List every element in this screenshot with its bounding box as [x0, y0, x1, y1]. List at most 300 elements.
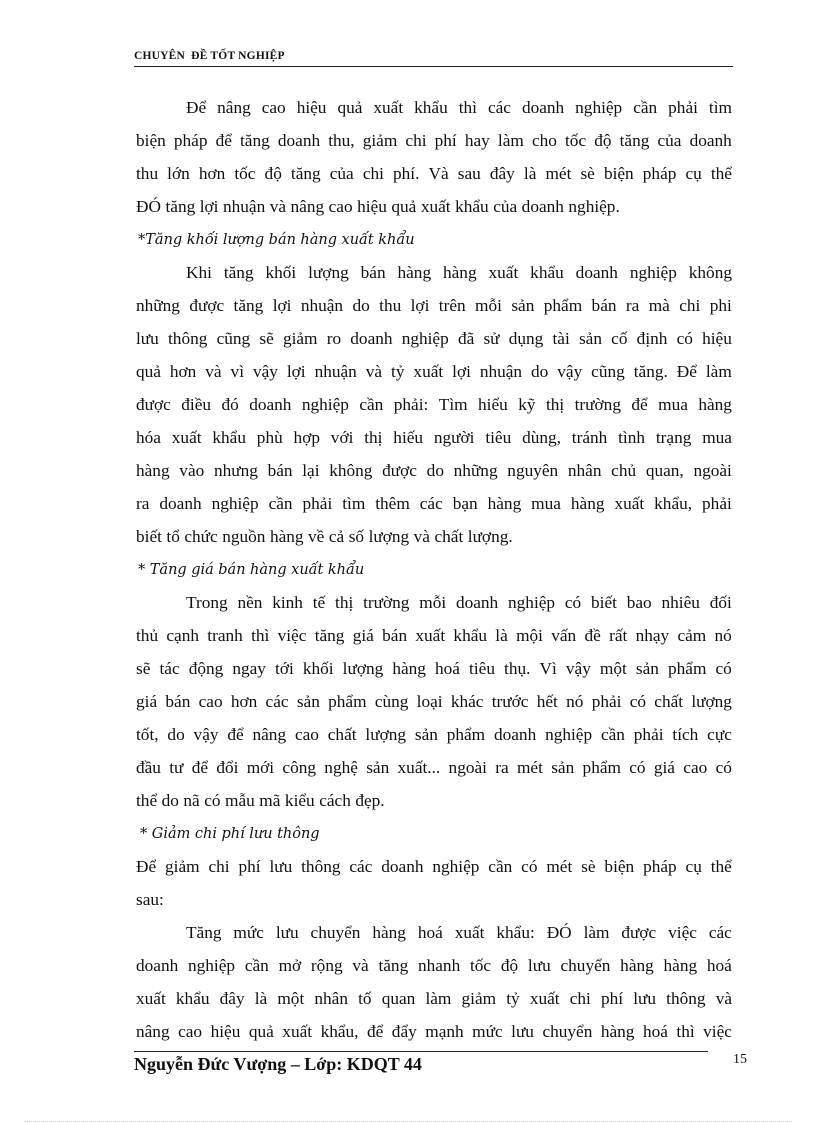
word: khẩu, [654, 494, 693, 513]
word: tiêu [485, 428, 512, 447]
word: chất [434, 527, 464, 546]
word: phẩm [582, 758, 621, 777]
word: bán [591, 296, 617, 315]
word: vấn [551, 626, 577, 645]
word: hơn [169, 362, 197, 381]
word: chi [679, 296, 701, 315]
word: lưu [511, 1022, 534, 1041]
word: nâng [217, 98, 251, 117]
word: của [657, 131, 682, 150]
word: phải [591, 692, 622, 711]
word: khẩu [378, 232, 415, 248]
section-heading-line [136, 225, 732, 258]
word: nghiệp [508, 593, 556, 612]
word: lượng [368, 527, 410, 546]
word: dụng [508, 329, 544, 348]
paragraph-line [136, 93, 732, 126]
word: lợi [410, 296, 430, 315]
word: tránh [571, 428, 608, 447]
word: xuất [282, 1022, 313, 1041]
word: tranh [207, 626, 243, 645]
word: tới [275, 659, 294, 678]
word: khẩu [212, 428, 246, 447]
word: khối [302, 659, 334, 678]
paragraph-line [136, 357, 732, 390]
word: cần [600, 725, 625, 744]
paragraph-line [136, 852, 732, 885]
word: Để [136, 857, 157, 876]
word: lưu [633, 989, 657, 1008]
word: phẩm [446, 725, 486, 744]
word: độ [500, 956, 519, 975]
word: lượng [365, 725, 406, 744]
word: pháp [642, 164, 677, 183]
word: ngoài [448, 758, 487, 777]
word: mét [545, 164, 572, 183]
word: lợi [272, 296, 292, 315]
word: cao [178, 1022, 203, 1041]
paragraph-line [136, 720, 732, 753]
word: khẩu, [320, 1022, 359, 1041]
word: giảm [461, 989, 497, 1008]
word: quan [381, 989, 416, 1008]
word: phù [256, 428, 283, 447]
word: thêm [375, 494, 410, 513]
word: giá [191, 562, 214, 578]
word: thị [545, 395, 565, 414]
word: tốc [234, 164, 256, 183]
word: quả [391, 197, 417, 216]
word: lượng [691, 692, 732, 711]
word: tìm [708, 98, 732, 117]
word: vậy [557, 362, 583, 381]
paragraph-line [136, 654, 732, 687]
word: mua [658, 395, 688, 414]
word: nã [183, 791, 200, 810]
word: mỗi [475, 296, 502, 315]
word: lượng [222, 232, 265, 248]
word: nó [714, 626, 732, 645]
word: mức [472, 1022, 503, 1041]
word: lớn [167, 164, 190, 183]
word: quan, [645, 461, 684, 480]
word: thụ. [504, 659, 531, 678]
word: * [138, 562, 146, 578]
word: cần [359, 395, 384, 414]
word: doanh [689, 131, 732, 150]
word: trường [363, 593, 410, 612]
word: đối [709, 593, 732, 612]
word: phẩm [543, 296, 583, 315]
word: ro [326, 329, 342, 348]
word: Vì [539, 659, 557, 678]
word: phải: [393, 395, 429, 414]
word: nâng [252, 725, 287, 744]
word: hàng [392, 659, 426, 678]
word: độ [594, 131, 612, 150]
word: doanh [521, 98, 565, 117]
word: số [348, 527, 365, 546]
word: được [382, 461, 417, 480]
word: nền [237, 593, 263, 612]
word: hàng [250, 562, 287, 578]
word: chức [184, 527, 218, 546]
word: và [715, 989, 732, 1008]
word: thì [458, 98, 477, 117]
word: đẹp. [355, 791, 385, 810]
word: bán [360, 263, 386, 282]
word: sẽ [259, 329, 274, 348]
word: vào [179, 461, 205, 480]
word: xuất [529, 989, 560, 1008]
word: cảm [677, 626, 707, 645]
word: cao [294, 725, 319, 744]
word: tế [312, 593, 326, 612]
word: hàng [443, 263, 477, 282]
word: xuất [454, 923, 485, 942]
word: những [453, 461, 498, 480]
word: một [599, 659, 627, 678]
word: sản [296, 692, 320, 711]
word: tình [618, 428, 646, 447]
word: hàng [570, 494, 605, 513]
word: nâng [136, 1022, 170, 1041]
word: tích [672, 725, 699, 744]
word: pháp [173, 131, 208, 150]
word: và [413, 527, 430, 546]
word: sử [483, 329, 500, 348]
word: tăng [290, 164, 321, 183]
word: nhuận [314, 362, 357, 381]
word: hơn [198, 164, 226, 183]
word: chi [569, 989, 591, 1008]
word: nhuận [300, 296, 344, 315]
word: chi [362, 164, 384, 183]
word: thu [136, 164, 159, 183]
word: mẫu [225, 791, 255, 810]
word: trường [574, 395, 621, 414]
word: xuất [341, 232, 374, 248]
word: nghiệp. [568, 197, 620, 216]
word: tìm [342, 494, 366, 513]
word: được [621, 923, 657, 942]
word: chất [654, 692, 684, 711]
word: thể [136, 791, 158, 810]
word: cùng [374, 692, 409, 711]
word: tốt, [136, 725, 159, 744]
word: xuất [373, 98, 404, 117]
word: khẩu [453, 626, 488, 645]
footer-author: Nguyễn Đức Vượng – Lớp: KDQT 44 [134, 1054, 422, 1074]
word: khối [186, 232, 219, 248]
word: doanh [575, 263, 618, 282]
word: khác [450, 692, 484, 711]
word: thì [676, 1022, 695, 1041]
word: đẩy [391, 1022, 417, 1041]
word: vậy [565, 659, 591, 678]
word: cao [261, 98, 286, 117]
word: tăng [223, 263, 254, 282]
word: tư [169, 758, 184, 777]
word: cho [531, 131, 557, 150]
word: chuyển [542, 1022, 593, 1041]
word: phí. [393, 164, 420, 183]
word: việc [277, 626, 307, 645]
word: có [204, 791, 221, 810]
page-bottom-edge [24, 1121, 792, 1122]
word: của [329, 164, 354, 183]
word: pháp [643, 857, 677, 876]
word: ngoài [693, 461, 732, 480]
word: được [136, 395, 171, 414]
page-number: 15 [733, 1052, 747, 1067]
word: có [676, 329, 693, 348]
word: đã [457, 329, 475, 348]
word: cách [319, 791, 351, 810]
word: khẩu [530, 263, 564, 282]
word: nó [566, 692, 584, 711]
word: do [531, 362, 549, 381]
word: thể [710, 857, 732, 876]
word: việc [703, 1022, 732, 1041]
word: thông [277, 826, 320, 842]
word: phí [221, 826, 245, 842]
word: phải [668, 98, 698, 117]
word: phi [709, 296, 732, 315]
paragraph-line [136, 951, 732, 984]
word: tỷ [391, 362, 405, 381]
word: bán [267, 461, 293, 480]
word: thông [168, 329, 208, 348]
word: thủ [136, 626, 159, 645]
word: người [433, 428, 475, 447]
paragraph-line [136, 390, 732, 423]
word: biện [136, 131, 166, 150]
word: hiếu [393, 428, 424, 447]
word: thông [666, 989, 706, 1008]
word: khẩu [455, 197, 489, 216]
word: nghệ [324, 758, 358, 777]
word: lượng [308, 263, 349, 282]
word: lưu [269, 857, 293, 876]
word: đổi [216, 758, 239, 777]
word: trạng [655, 428, 692, 447]
paragraph-line [136, 423, 732, 456]
word: đó [221, 395, 239, 414]
word: tăng [240, 131, 270, 150]
word: cố [611, 329, 628, 348]
word: hàng [698, 395, 732, 414]
word: nhuận [222, 197, 266, 216]
word: kỹ [518, 395, 536, 414]
word: hiệu [210, 1022, 241, 1041]
word: nghiệp [211, 494, 259, 513]
word: nhưng [213, 461, 258, 480]
paragraph-line [136, 687, 732, 720]
word: do [352, 296, 370, 315]
word: để [227, 725, 244, 744]
word: quả [136, 362, 161, 381]
word: mét [516, 758, 543, 777]
word: tăng [233, 296, 264, 315]
word: phải [633, 725, 664, 744]
word: khẩu [327, 562, 365, 578]
word: đầu [136, 758, 161, 777]
paragraph-line [136, 1017, 732, 1050]
footer-divider [134, 1051, 708, 1052]
word: do [426, 461, 444, 480]
word: phẩm [328, 692, 367, 711]
word: lượng [342, 659, 384, 678]
word: xuất [488, 263, 519, 282]
word: quả [248, 1022, 274, 1041]
word: lợi [452, 362, 471, 381]
word: sản [511, 296, 535, 315]
word: và [352, 956, 369, 975]
word: giảm [165, 857, 200, 876]
word: thu, [328, 131, 355, 150]
word: hàng [397, 263, 432, 282]
word: doanh [159, 494, 202, 513]
word: doanh [350, 329, 393, 348]
header-title: CHUYÊN ĐỀ TỐT NGHIỆP [134, 50, 285, 62]
word: ngay [232, 659, 266, 678]
word: mua [702, 428, 732, 447]
word: hiệu [296, 98, 327, 117]
word: sau [457, 164, 481, 183]
word: lại [302, 461, 320, 480]
word: động [188, 659, 224, 678]
word: và [205, 362, 222, 381]
word: làm [425, 989, 452, 1008]
word: cực [707, 725, 732, 744]
word: mới [246, 758, 275, 777]
word: phải [702, 494, 732, 513]
word: cả [328, 527, 345, 546]
word: xuất [291, 562, 324, 578]
word: hết [536, 692, 558, 711]
word: thị [364, 428, 383, 447]
word: thu [379, 296, 402, 315]
word: khẩu [414, 98, 448, 117]
word: khối [265, 263, 297, 282]
paragraph-line [136, 489, 732, 522]
word: có [715, 659, 732, 678]
word: Trong [186, 593, 228, 612]
word: chủ [611, 461, 637, 480]
word: hàng [136, 461, 170, 480]
word: quả [337, 98, 363, 117]
word: trước [491, 692, 529, 711]
word: cần [633, 98, 658, 117]
word: mạnh [425, 1022, 464, 1041]
word: chuyển [560, 956, 611, 975]
word: Tăng [149, 562, 187, 578]
word: phí [434, 131, 457, 150]
word: sẽ [136, 659, 151, 678]
word: tố [358, 989, 372, 1008]
paragraph-line [136, 456, 732, 489]
word: với [330, 428, 354, 447]
paragraph-line [136, 885, 732, 918]
word: tài [552, 329, 570, 348]
word: cụ [685, 164, 702, 183]
word: doanh [381, 857, 424, 876]
word: bán [382, 626, 408, 645]
word: phẩm [668, 659, 707, 678]
word: các [708, 923, 732, 942]
word: doanh [455, 593, 499, 612]
word: trên [438, 296, 466, 315]
word: do [161, 791, 179, 810]
word: các [349, 857, 373, 876]
word: nghiệp [629, 263, 677, 282]
word: các [265, 692, 289, 711]
word: nhân [314, 989, 348, 1008]
word: nghiệp [188, 956, 236, 975]
word: là [254, 989, 268, 1008]
word: cần [488, 857, 513, 876]
paragraph-line [136, 984, 732, 1017]
word: hợp [293, 428, 320, 447]
word: hoá [642, 1022, 668, 1041]
word: sản [578, 329, 602, 348]
word: nguyên [507, 461, 559, 480]
word: xuất [420, 197, 451, 216]
word: là [523, 164, 537, 183]
word: tốc [469, 956, 492, 975]
word: phí [238, 857, 261, 876]
word: chuyển [310, 923, 361, 942]
word: có [715, 758, 732, 777]
word: hàng [300, 232, 338, 248]
word: nhuận [479, 362, 523, 381]
word: thì [251, 626, 270, 645]
word: đây [219, 989, 245, 1008]
word: hiểu [478, 395, 508, 414]
word: thể [710, 164, 732, 183]
word: xuất... [397, 758, 441, 777]
word: ra [495, 758, 509, 777]
word: biện [603, 164, 634, 183]
word: vì [230, 362, 244, 381]
document-body [136, 93, 732, 1050]
section-heading-line [136, 555, 732, 588]
word: chi [194, 826, 217, 842]
word: nhân [567, 461, 602, 480]
word: lợi [286, 362, 306, 381]
word: các [487, 98, 511, 117]
word: cao [328, 197, 353, 216]
word: Và [428, 164, 449, 183]
word: tổ [166, 527, 180, 546]
word: là [495, 626, 508, 645]
word: cao [198, 692, 223, 711]
word: không [688, 263, 732, 282]
word: hoá [435, 659, 460, 678]
word: sản [551, 758, 575, 777]
word: nhanh [417, 956, 461, 975]
word: giá [653, 758, 675, 777]
word: tác [159, 659, 180, 678]
word: bán [268, 232, 296, 248]
word: đây [489, 164, 515, 183]
word: của [493, 197, 518, 216]
word: thông [301, 857, 341, 876]
word: kiểu [284, 791, 315, 810]
word: nghiệp [401, 329, 449, 348]
word: lưu [249, 826, 273, 842]
